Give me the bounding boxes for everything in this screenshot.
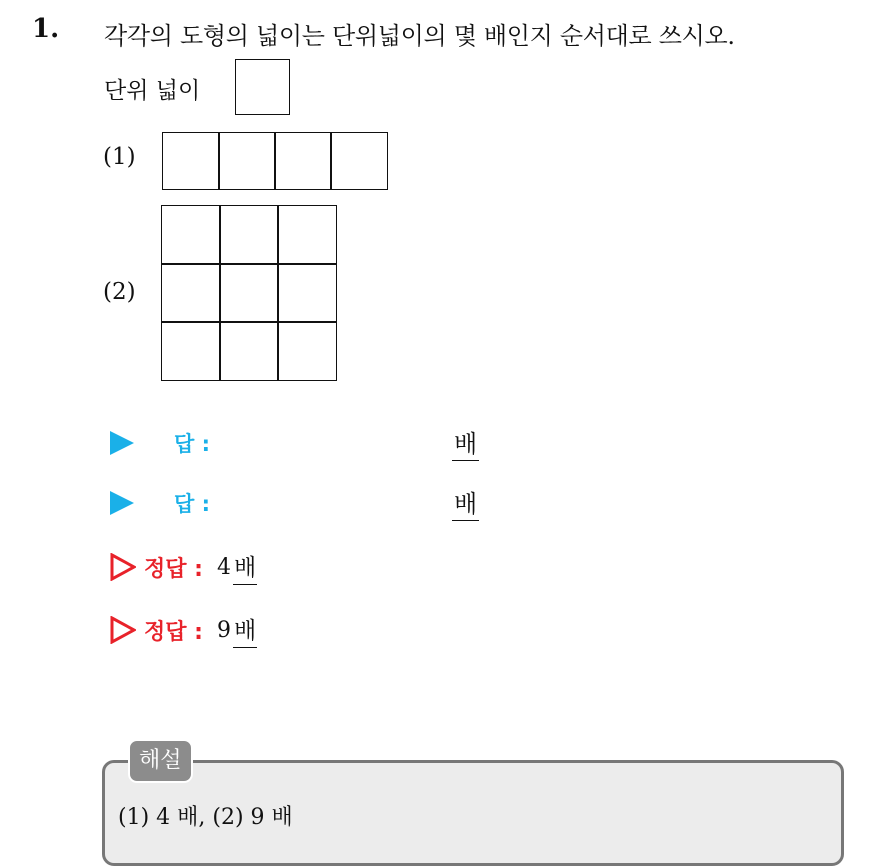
answer-blank-1[interactable]	[452, 424, 479, 459]
grid-cell	[219, 263, 279, 323]
answer-label: 답 :	[174, 492, 210, 516]
play-arrow-icon	[110, 491, 134, 515]
explanation-tag: 해설	[128, 739, 193, 783]
correct-answer-1	[110, 549, 257, 585]
grid-cell	[219, 321, 279, 381]
play-outline-icon	[110, 553, 136, 581]
correct-unit: 배	[233, 549, 257, 585]
figure2-label: (2)	[103, 279, 136, 305]
correct-unit: 배	[233, 612, 257, 648]
grid-cell	[218, 132, 276, 190]
grid-cell	[330, 132, 388, 190]
question-number: 1.	[32, 14, 60, 44]
grid-cell	[162, 132, 220, 190]
unit-area-square	[235, 59, 290, 115]
play-outline-icon	[110, 616, 136, 644]
correct-answer-2	[110, 612, 257, 648]
correct-label: 정답 :	[144, 556, 203, 582]
figure2-grid	[162, 206, 336, 379]
grid-cell	[277, 205, 337, 265]
answer-unit: 배	[452, 490, 479, 521]
unit-area-label: 단위 넓이	[104, 78, 201, 104]
grid-cell	[161, 263, 221, 323]
grid-cell	[277, 321, 337, 381]
grid-cell	[274, 132, 332, 190]
correct-value: 4	[216, 554, 231, 580]
correct-value: 9	[216, 617, 231, 643]
grid-cell	[277, 263, 337, 323]
answer-row-2	[110, 486, 210, 520]
grid-cell	[161, 205, 221, 265]
correct-label: 정답 :	[144, 619, 203, 645]
grid-cell	[219, 205, 279, 265]
grid-cell	[161, 321, 221, 381]
answer-unit: 배	[452, 430, 479, 461]
answer-row-1	[110, 426, 210, 460]
explanation-text: (1) 4 배, (2) 9 배	[118, 805, 293, 830]
question-text: 각각의 도형의 넓이는 단위넓이의 몇 배인지 순서대로 쓰시오.	[104, 22, 735, 50]
answer-blank-2[interactable]	[452, 484, 479, 519]
play-arrow-icon	[110, 431, 134, 455]
answer-label: 답 :	[174, 432, 210, 456]
figure1-grid	[162, 132, 392, 190]
figure1-label: (1)	[103, 144, 136, 170]
